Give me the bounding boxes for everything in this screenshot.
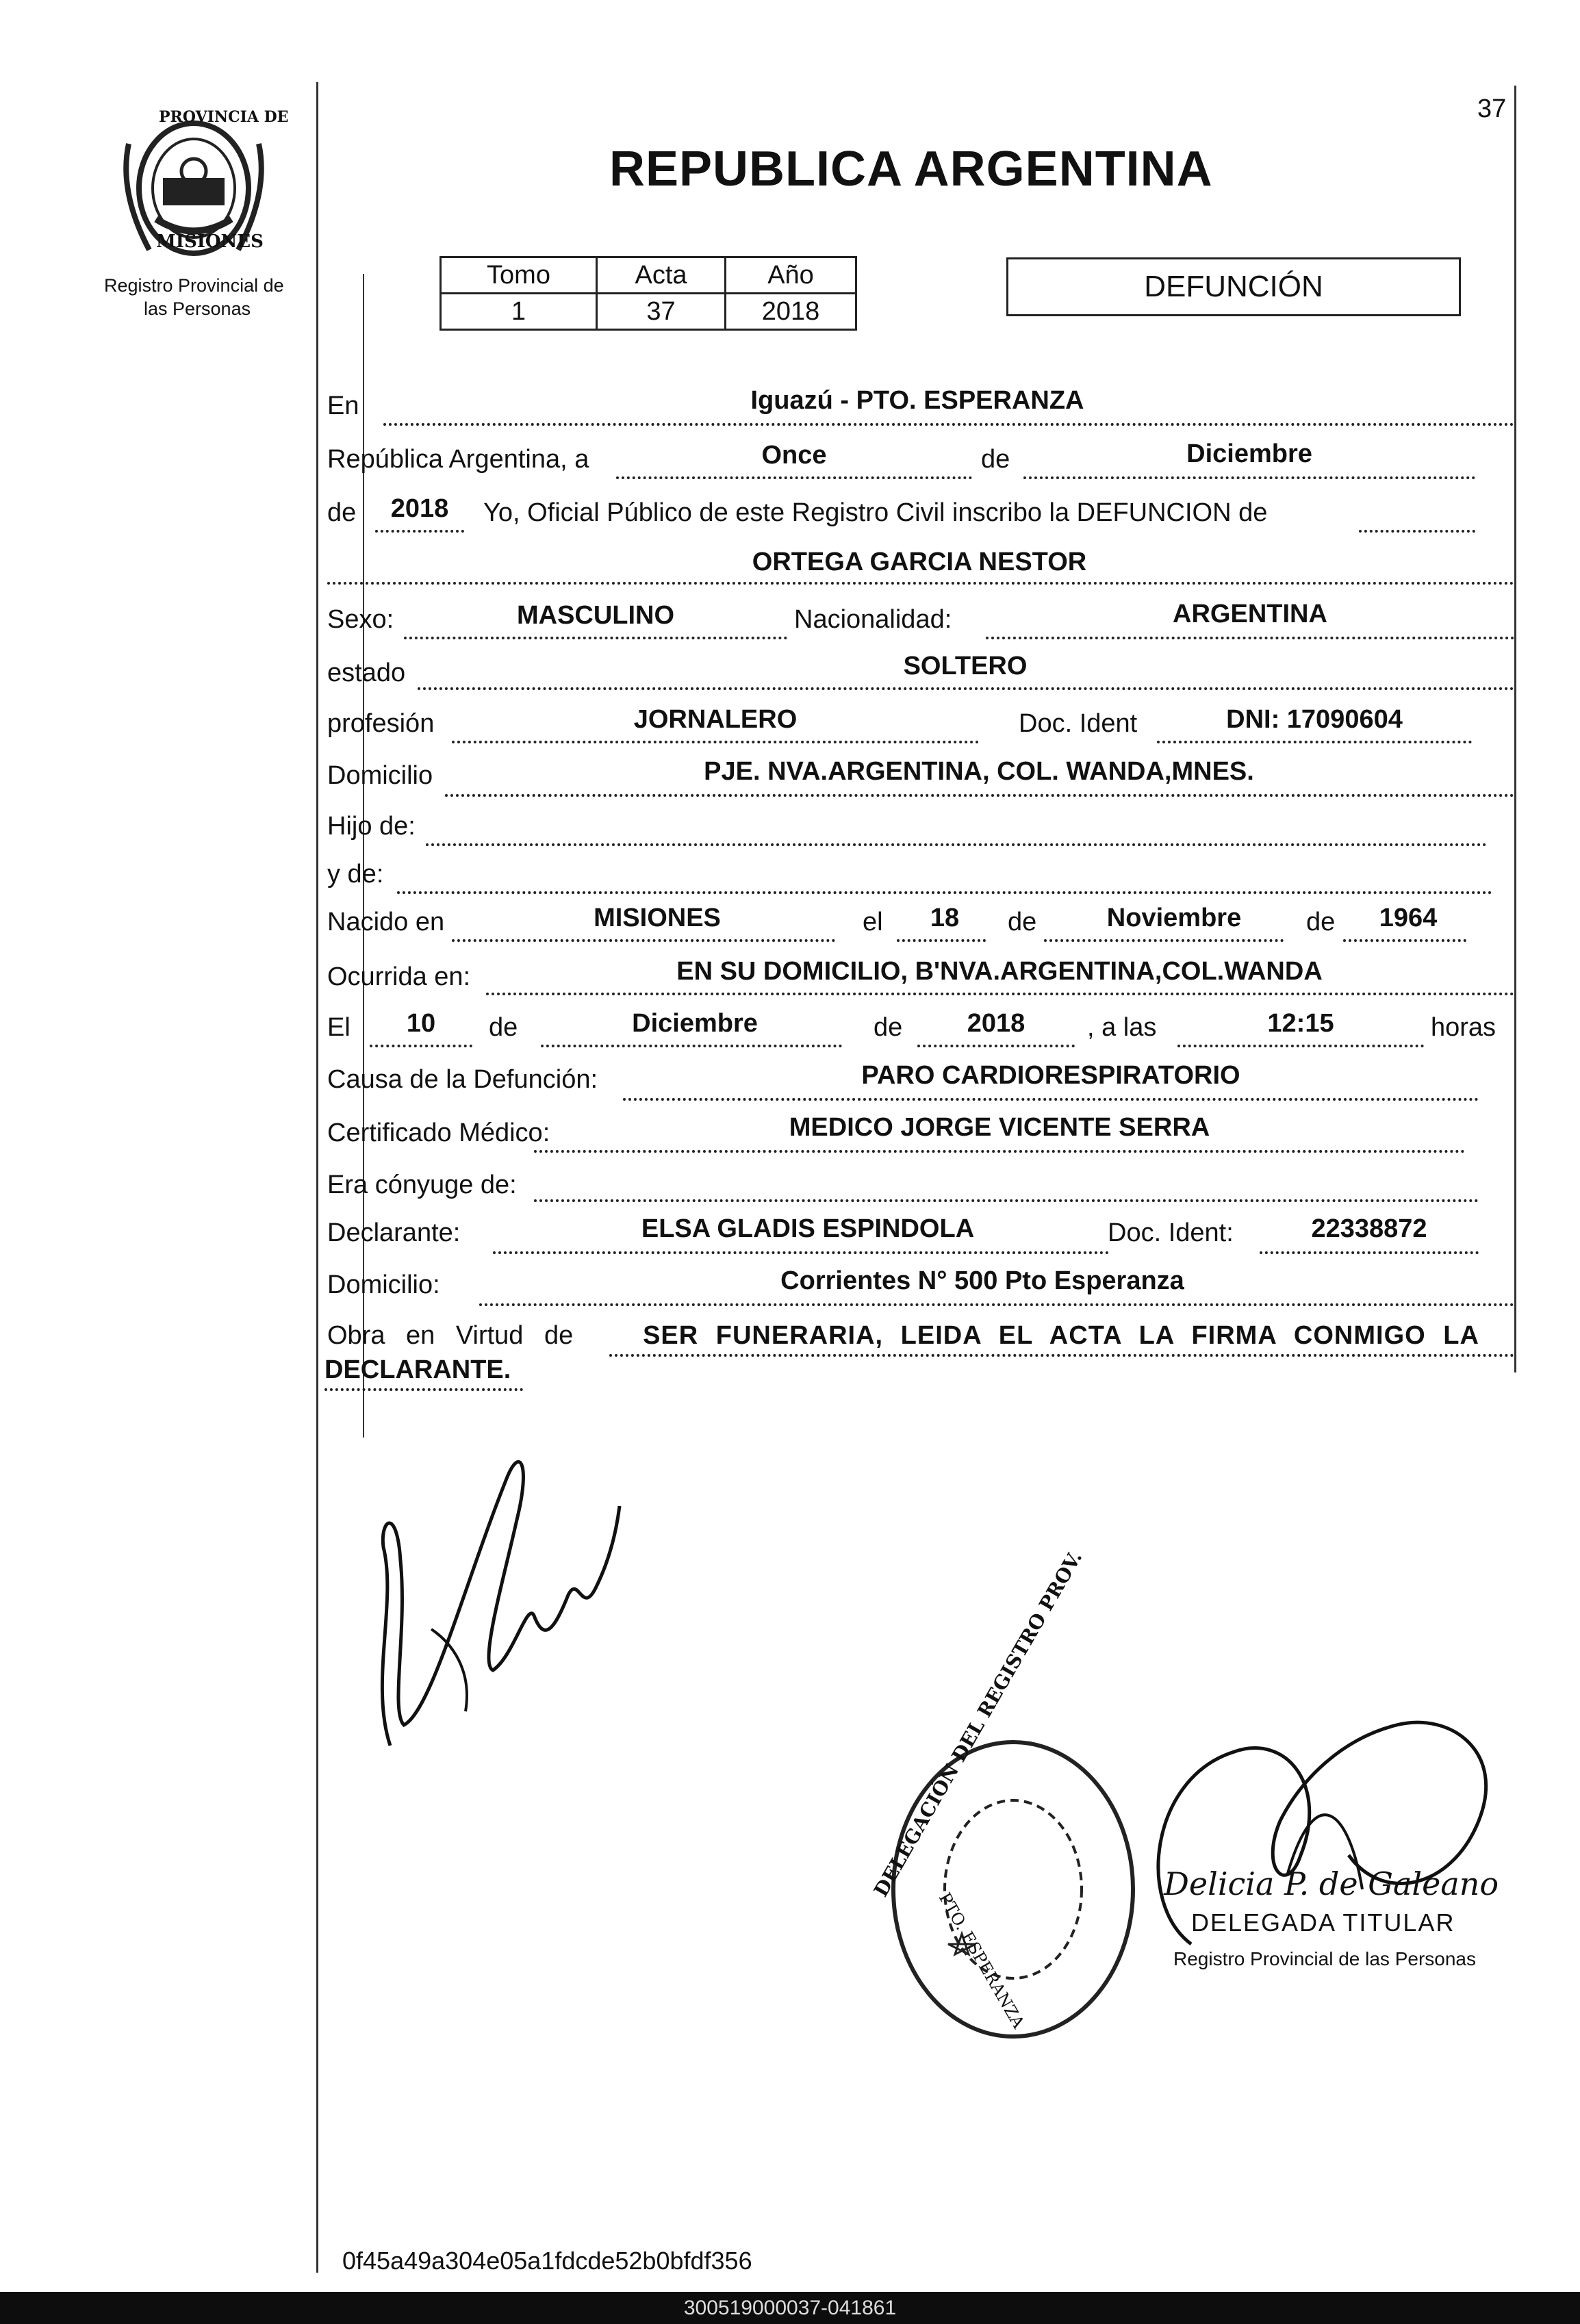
label-y-de: y de: [327, 860, 384, 889]
official-registry: Registro Provincial de las Personas [1173, 1948, 1476, 1969]
label-certificado: Certificado Médico: [327, 1119, 550, 1147]
label-domicilio-2: Domicilio: [327, 1270, 440, 1299]
line-ocurrida-en [486, 993, 1514, 995]
value-fall-mes: Diciembre [632, 1009, 758, 1038]
value-dni: DNI: 17090604 [1226, 705, 1403, 734]
value-doc-declarante: 22338872 [1311, 1214, 1427, 1243]
line-yo [1359, 530, 1475, 533]
margin-line [316, 82, 318, 2273]
label-estado: estado [327, 659, 406, 687]
line-fall-dia [370, 1045, 472, 1047]
line-conyuge [534, 1199, 1479, 1202]
label-nacido-en: Nacido en [327, 908, 445, 936]
value-mes: Diciembre [1186, 439, 1312, 468]
line-obra-1 [609, 1354, 1514, 1357]
value-obra-line2: DECLARANTE. [324, 1355, 511, 1384]
page-number: 37 [1477, 94, 1507, 123]
line-hijo-de [426, 843, 1487, 846]
footer-code: 300519000037-041861 [683, 2297, 897, 2319]
line-domicilio-declarante [479, 1303, 1514, 1306]
label-en: En [327, 392, 359, 420]
label-declarante: Declarante: [327, 1218, 461, 1247]
value-nac-mes: Noviembre [1106, 904, 1242, 932]
stamp-ring-text: DELEGACIÓN DEL REGISTRO PROV. [869, 1546, 1087, 1901]
value-causa: PARO CARDIORESPIRATORIO [861, 1061, 1240, 1090]
value-acta: 37 [597, 294, 726, 330]
stamp-inner-text: PTO. ESPERANZA [934, 1889, 1028, 2032]
official-name: Delicia P. de Galeano [1164, 1865, 1499, 1902]
record-table [439, 256, 857, 331]
value-hora: 12:15 [1267, 1009, 1334, 1038]
label-el: el [863, 908, 883, 936]
line-nacido-en [452, 939, 835, 942]
header-tomo: Tomo [441, 257, 597, 294]
value-lugar: Iguazú - PTO. ESPERANZA [750, 386, 1084, 415]
value-declarante: ELSA GLADIS ESPINDOLA [641, 1214, 975, 1243]
record-type: DEFUNCIÓN [1144, 270, 1323, 303]
label-causa: Causa de la Defunción: [327, 1065, 598, 1094]
declarant-signature [349, 1424, 637, 1766]
value-nombre: ORTEGA GARCIA NESTOR [752, 548, 1087, 576]
line-declarante [493, 1251, 1109, 1254]
value-nacionalidad: ARGENTINA [1173, 600, 1327, 628]
value-sexo: MASCULINO [516, 601, 675, 630]
label-domicilio: Domicilio [327, 761, 433, 790]
line-obra-2 [324, 1388, 523, 1391]
label-hijo-de: Hijo de: [327, 812, 416, 841]
label-de-3: de [1008, 908, 1037, 936]
footer-bar [0, 2292, 1580, 2324]
label-de-4: de [1306, 908, 1336, 936]
line-nac-mes [1044, 939, 1284, 942]
value-anio: 2018 [390, 494, 449, 523]
header-anio: Año [726, 257, 856, 294]
line-certificado [534, 1150, 1465, 1153]
line-domicilio [445, 794, 1514, 797]
line-lugar [383, 423, 1514, 426]
label-de-5: de [489, 1013, 518, 1042]
line-nac-anio [1343, 939, 1466, 942]
label-yo: Yo, Oficial Público de este Registro Civil inscribo la DEFUNCION de [483, 498, 1268, 527]
seal-text-top: PROVINCIA DE [159, 108, 289, 126]
label-doc-ident: Doc. Ident [1019, 709, 1138, 738]
line-fall-anio [917, 1045, 1075, 1047]
value-anio: 2018 [726, 294, 856, 330]
label-obra: Obra en Virtud de [327, 1321, 574, 1350]
label-sexo: Sexo: [327, 605, 394, 634]
document-hash: 0f45a49a304e05a1fdcde52b0bfdf356 [342, 2247, 752, 2275]
label-de-6: de [874, 1013, 903, 1042]
value-estado: SOLTERO [903, 652, 1028, 680]
value-obra-line1: SER FUNERARIA, LEIDA EL ACTA LA FIRMA CONMIGO LA [643, 1321, 1479, 1350]
line-nombre [327, 582, 1514, 585]
value-profesion: JORNALERO [633, 705, 798, 734]
line-y-de [397, 891, 1492, 894]
line-mes [1023, 476, 1475, 479]
label-nacionalidad: Nacionalidad: [794, 605, 952, 634]
label-de-2: de [327, 498, 357, 527]
line-doc-declarante [1260, 1251, 1479, 1254]
registry-line2: las Personas [144, 298, 251, 319]
label-doc-ident-2: Doc. Ident: [1108, 1218, 1234, 1247]
label-de-1: de [981, 445, 1010, 474]
page-title: REPUBLICA ARGENTINA [609, 142, 1213, 196]
value-nac-anio: 1964 [1379, 904, 1438, 932]
value-fall-anio: 2018 [967, 1009, 1025, 1038]
value-nac-dia: 18 [930, 904, 960, 932]
label-el-cap: El [327, 1013, 351, 1042]
value-ocurrida-en: EN SU DOMICILIO, B'NVA.ARGENTINA,COL.WANDA [676, 957, 1323, 986]
value-domicilio-declarante: Corrientes N° 500 Pto Esperanza [780, 1266, 1184, 1295]
label-republica: República Argentina, a [327, 445, 589, 474]
value-certificado: MEDICO JORGE VICENTE SERRA [789, 1113, 1210, 1142]
label-ocurrida-en: Ocurrida en: [327, 962, 471, 991]
line-hora [1177, 1045, 1424, 1047]
line-dni [1157, 741, 1472, 743]
label-conyuge: Era cónyuge de: [327, 1171, 517, 1199]
margin-line [1514, 86, 1516, 1372]
header-acta: Acta [597, 257, 726, 294]
line-causa [623, 1098, 1479, 1101]
line-sexo [404, 637, 787, 639]
line-estado [418, 687, 1514, 690]
label-profesion: profesión [327, 709, 435, 738]
line-nac-dia [897, 939, 986, 942]
line-profesion [452, 741, 979, 743]
official-role: DELEGADA TITULAR [1191, 1908, 1455, 1937]
record-type-box [1006, 257, 1461, 316]
value-fall-dia: 10 [406, 1009, 436, 1038]
line-dia [616, 476, 972, 479]
value-dia: Once [761, 441, 827, 470]
line-nacionalidad [986, 637, 1514, 639]
label-horas: horas [1431, 1013, 1496, 1042]
label-a-las: , a las [1087, 1013, 1157, 1042]
line-fall-mes [541, 1045, 842, 1047]
registry-line1: Registro Provincial de [104, 275, 284, 296]
value-domicilio: PJE. NVA.ARGENTINA, COL. WANDA,MNES. [704, 757, 1254, 786]
value-nacido-en: MISIONES [594, 904, 721, 932]
seal-text-bottom: MISIONES [156, 231, 264, 252]
line-anio [375, 530, 464, 533]
value-tomo: 1 [441, 294, 597, 330]
